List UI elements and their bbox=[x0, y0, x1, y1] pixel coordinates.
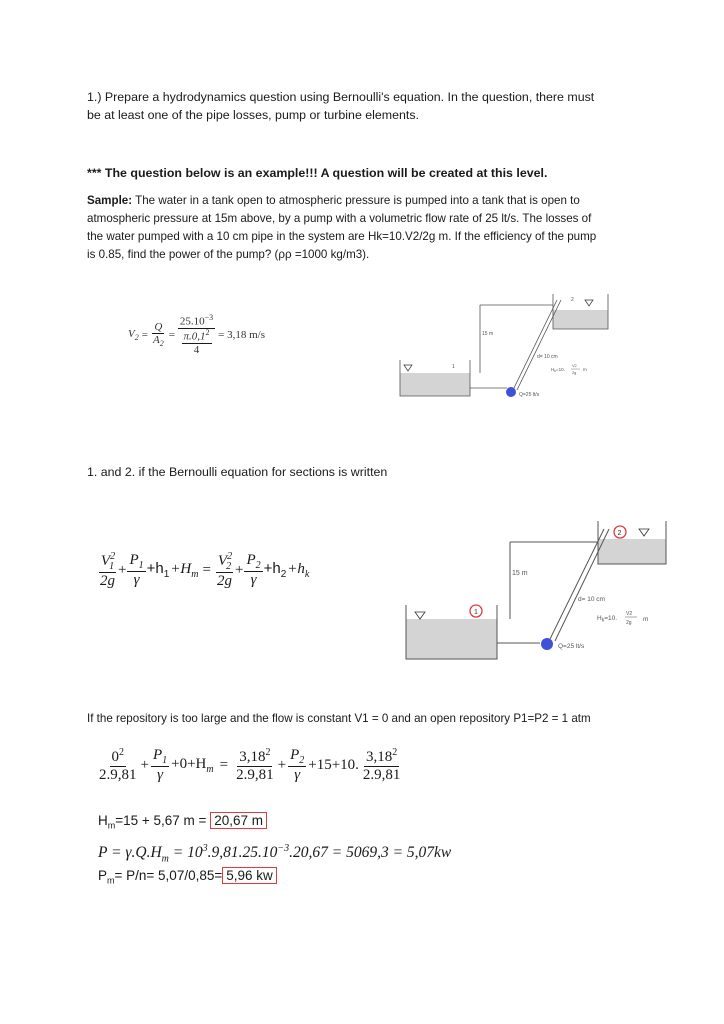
svg-text:m: m bbox=[583, 367, 587, 372]
velocity-equation: $V_2$ = $\frac{Q}{A_2}$ = $\frac{25.10^{-3}}{\frac{\pi.0,1^2}{4}}$ = 3,18 m/s bbox=[128, 313, 266, 356]
svg-text:V2: V2 bbox=[572, 364, 577, 368]
loss-label: $H_k=10$. bbox=[597, 615, 618, 624]
section-2-label: 2 bbox=[617, 530, 622, 537]
height-label: 15 m bbox=[482, 331, 494, 337]
sample-paragraph bbox=[87, 192, 667, 264]
power-equation: $P = \gamma.Q.H_m = 10^3.9,81.25.10^{-3}.20,67 = 5069,3 = 5,07kw$ bbox=[98, 843, 452, 865]
pump-icon bbox=[541, 638, 553, 650]
tank-system-diagram-large bbox=[400, 515, 690, 665]
water-level-icon bbox=[585, 300, 593, 306]
sample-line-3: the water pumped with a 10 cm pipe in the system are Hk=10.V2/2g m. If the efficiency of the pump bbox=[87, 230, 597, 243]
flow-label: Q=25 lt/s bbox=[558, 643, 585, 650]
pump-power-box: 5,96 kw bbox=[222, 867, 277, 884]
bernoulli-intro: 1. and 2. if the Bernoulli equation for sections is written bbox=[87, 465, 388, 479]
sample-label: Sample: bbox=[87, 194, 133, 207]
section-1-label: 1 bbox=[452, 364, 455, 370]
velocity-result: = 3,18 m/s bbox=[218, 328, 266, 341]
svg-text:2g: 2g bbox=[572, 371, 577, 375]
svg-text:m: m bbox=[643, 616, 649, 623]
hm-result-line: $H_m=15 + 5,67$ m = 20,67 m bbox=[98, 811, 267, 836]
lower-tank-water bbox=[406, 619, 497, 659]
upper-tank-water bbox=[598, 539, 666, 564]
water-level-icon bbox=[639, 529, 649, 536]
section-2-label: 2 bbox=[571, 297, 574, 303]
section-1-label: 1 bbox=[474, 609, 478, 616]
flow-label: Q=25 lt/s bbox=[519, 392, 540, 398]
task-line-2: be at least one of the pipe losses, pump or turbine elements. bbox=[87, 108, 419, 122]
height-label: 15 m bbox=[512, 570, 528, 577]
substituted-equation: $\frac{0^2}{2.9,81}$ + $\frac{P_1}{\gamma}$ $+0+H_m$ = $\frac{3,18^2}{2.9,81}$ + $\frac{P_2}{\gamma}$ +15+10. $\frac{3,18^2}{2.9,81}$ bbox=[99, 747, 401, 783]
bernoulli-equation: $\frac{V^2_1}{2g}$ + $\frac{P_1}{\gamma}$ $+h_1$ $+H_m$ = $\frac{V^2_2}{2g}$ + $\frac{P_2}{\gamma}$ $+h_2$ $+h_k$ bbox=[100, 551, 310, 589]
example-note: *** The question below is an example!!! A question will be created at this level. bbox=[87, 166, 548, 180]
task-line-1: 1.) Prepare a hydrodynamics question using Bernoulli's equation. In the question, there must bbox=[87, 90, 595, 104]
loss-label: $H_k=10$. bbox=[551, 367, 565, 373]
pump-icon bbox=[506, 387, 516, 397]
condition-statement: If the repository is too large and the flow is constant V1 = 0 and an open repository P1=P2 = 1 atm bbox=[87, 712, 591, 725]
pipe-diameter-label: d= 10 cm bbox=[578, 596, 605, 603]
lower-tank-water bbox=[400, 373, 470, 396]
hm-result-box: 20,67 m bbox=[210, 812, 267, 829]
sample-line-2: atmospheric pressure at 15m above, by a pump with a volumetric flow rate of 25 lt/s. The losses of bbox=[87, 212, 592, 225]
water-level-icon bbox=[404, 365, 412, 371]
pipe-diameter-label: d= 10 cm bbox=[537, 354, 558, 360]
tank-system-diagram-small bbox=[395, 288, 625, 408]
task-statement bbox=[87, 88, 667, 124]
discharge-pipe bbox=[550, 529, 604, 639]
discharge-pipe bbox=[513, 300, 557, 390]
svg-text:V2: V2 bbox=[626, 611, 633, 617]
sample-line-4: is 0.85, find the power of the pump? (ρρ =1000 kg/m3). bbox=[87, 248, 370, 261]
pump-power-line: $P_m= P/n= 5,07/0,85= 5,96$ kw bbox=[98, 866, 277, 891]
water-level-icon bbox=[415, 612, 425, 619]
svg-text:2g: 2g bbox=[626, 620, 632, 626]
upper-tank-water bbox=[553, 310, 608, 329]
sample-line-1: The water in a tank open to atmospheric pressure is pumped into a tank that is open to bbox=[135, 194, 580, 207]
